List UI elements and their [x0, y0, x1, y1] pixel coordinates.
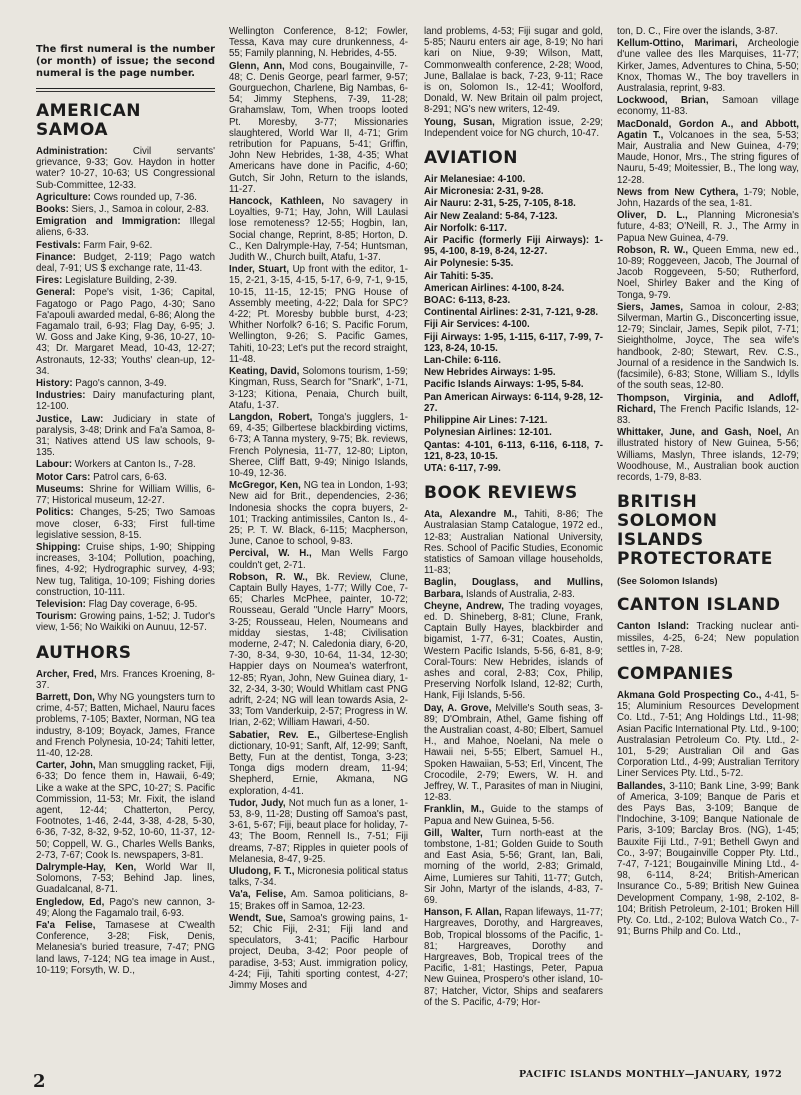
- index-entry: [36, 146, 215, 191]
- airline-entry: Qantas: 4-101, 6-113, 6-116, 6-118, 7-121, 8-23, 10-15.: [424, 439, 603, 462]
- entry-body: Tracking nuclear anti-missiles, 4-25, 6-24; New population settles in, 7-28.: [617, 621, 799, 655]
- entry-head: MacDonald, Gordon A., and Abbott, Agatin T.,: [617, 118, 799, 141]
- entry-body: The trading voyages, ed. D. Shineberg, 8-81; Clune, Frank, Captain Bully Hayes, blackbirder and bigamist, 1-77, 6-31; Coates, Austin, Western Pacific Islands, 5-56, 6-81, 8-9; Coral-Tours: New Hebrides, islands of ashes and coral, 2-83; Cox, Philip, Preserving Norfolk Island, 12-82; Curth, Hank, Fiji Islands, 5-56.: [424, 600, 603, 702]
- entry-head: Industries:: [36, 390, 86, 402]
- airline-entry: Lan-Chile: 6-116.: [424, 355, 501, 367]
- entry-head: Ballandes,: [617, 780, 666, 792]
- entry-head: Politics:: [36, 507, 74, 519]
- index-entry: [36, 542, 215, 598]
- entry-head: Fa'a Felise,: [36, 920, 96, 931]
- entry-body: Tamasese at C'wealth Conference, 3-28; Fisk, Denis, Melanesia's buried treasure, 7-47; PNG land laws, 7-124; NG tea image in Aust., 10-119; Forsyth, W. D.,: [36, 920, 215, 976]
- entry-body: Volcanoes in the sea, 5-53; Mair, Australia and New Guinea, 4-79; Maude, Honor, Mrs., The string figures of Nauru, 5-49; Moitessier, B., The long way, 12-28.: [617, 129, 799, 186]
- entry-body: Pope's visit, 1-36; Capital, Fagatogo or Pago Pago, 4-30; Sano Fa'apouli awarded medal, 6-86; Along the Fagamalo trail, 6-93; Flag Day, 6-95; J. W. Goss and Jake King, 9-36, 10-27, 10-43; Dr. Margaret Mead, 10-43, 12-27; Astronauts, 12-33; Youths' clean-up, 12-34.: [36, 287, 215, 377]
- entry-head: Festivals:: [36, 239, 81, 251]
- index-entry: [229, 61, 408, 195]
- entry-head: Tourism:: [36, 611, 77, 623]
- note-rule-thin: [36, 91, 215, 92]
- entry-body: Changes, 5-25; Two Samoas move closer, 6-33; First full-time legislative session, 8-15.: [36, 507, 215, 541]
- index-entry: [229, 548, 408, 570]
- index-entry: [36, 216, 215, 238]
- entry-head: Motor Cars:: [36, 471, 91, 483]
- entry-head: Oliver, D. L.,: [617, 210, 688, 222]
- section-heading: BRITISH SOLOMON ISLANDS PROTECTORATE: [617, 492, 773, 570]
- index-entry: [36, 692, 215, 759]
- entry-head: Inder, Stuart,: [229, 264, 290, 276]
- entry-head: Engledow, Ed,: [36, 896, 105, 908]
- masthead: PACIFIC ISLANDS MONTHLY—JANUARY, 1972: [519, 1069, 783, 1080]
- index-entry: [617, 781, 799, 938]
- entry-body: Queen Emma, new ed., 10-89; Roggeveen, Jacob, The Journal of Jacob Roggeveen, 5-50; Rutherford, Noel, Shirley Baker and the King of Tonga, 9-79.: [617, 244, 799, 301]
- index-entry: [617, 690, 799, 780]
- airline-entry: American Airlines: 4-100, 8-24.: [424, 282, 565, 294]
- index-entry: [36, 599, 215, 610]
- continued-entry: ton, D. C., Fire over the islands, 3-87.: [617, 26, 778, 37]
- entry-head: Uludong, F. T.,: [229, 866, 295, 878]
- airline-entry: Polynesian Airlines: 12-101.: [424, 427, 552, 439]
- entry-head: Ata, Alexandre M.,: [424, 509, 518, 521]
- entry-head: Labour:: [36, 459, 73, 471]
- see-also-note: (See Solomon Islands): [617, 575, 718, 587]
- index-entry: [229, 889, 408, 911]
- entry-body: Civil servants' grievance, 9-33; Gov. Haydon in hotter water? 10-27, 10-63; US Congressional Sub-Committee, 12-33.: [36, 146, 215, 191]
- entry-head: Franklin, M.,: [424, 804, 485, 816]
- airline-entry: Air Norfolk: 6-117.: [424, 222, 507, 234]
- entry-head: Langdon, Robert,: [229, 411, 313, 423]
- entry-head: Dalrymple-Hay, Ken,: [36, 861, 137, 873]
- airline-entry: BOAC: 6-113, 8-23.: [424, 295, 511, 307]
- index-entry: [229, 480, 408, 547]
- index-entry: [36, 240, 215, 251]
- entry-head: Museums:: [36, 483, 84, 495]
- index-entry: [36, 378, 215, 389]
- entry-head: Percival, W. H.,: [229, 548, 312, 560]
- index-entry: [36, 275, 215, 286]
- entry-body: Rapan lifeways, 11-77; Hargreaves, Dorothy, and Hargreaves, Bob, Tropical blossoms of the Pacific, 1-81; Hargreaves, Dorothy and Hargreaves, Bob, Tropical trees of the Pacific, 1-81; Hastings, Peter, Papua New Guinea, Prospero's other island, 10-87; Hatcher, Victor, Ships and seafarers of the S. Pacific, 4-79; Hor-: [424, 907, 603, 1008]
- airline-entry: Air Micronesia: 2-31, 9-28.: [424, 186, 544, 198]
- index-entry: [36, 252, 215, 274]
- index-entry: [36, 484, 215, 506]
- entry-head: Kellum-Ottino, Marimari,: [617, 38, 738, 50]
- entry-body: Migration issue, 2-29; Independent voice for NG church, 10-47.: [424, 116, 603, 139]
- note-rule: [36, 88, 215, 89]
- entry-body: Patrol cars, 6-63.: [90, 471, 167, 483]
- section-heading: CANTON ISLAND: [617, 595, 781, 616]
- entry-body: Workers at Canton Is., 7-28.: [72, 459, 196, 471]
- entry-body: Melville's South seas, 3-89; D'Ombrain, Athel, Game fishing off the Australian coast, 4-80; Elbert, Samuel H., and Mahoe, Noelani, Na mele o Hawaii nei, 5-55; Elbert, Samuel H., Spoken Hawaiian, 5-53; Erl, Vincent, The Crocodile, 2-79; Ewers, W. H. and Jeffrey, W. T., Parasites of man in Niugini, 12-83.: [424, 702, 603, 804]
- airline-entry: Fiji Airways: 1-95, 1-115, 6-117, 7-99, 7-123, 8-24, 10-15.: [424, 331, 603, 354]
- index-entry: [617, 38, 799, 94]
- page-number: 2: [33, 1071, 46, 1092]
- index-entry: [36, 669, 215, 691]
- index-entry: [424, 703, 603, 804]
- index-entry: [617, 427, 799, 483]
- entry-body: Man Wells Fargo couldn't get, 2-71.: [229, 548, 408, 571]
- entry-head: Lockwood, Brian,: [617, 95, 709, 107]
- index-entry: [424, 907, 603, 1008]
- column-2: [229, 26, 408, 1056]
- entry-head: Television:: [36, 598, 86, 610]
- entry-head: Akmana Gold Prospecting Co.,: [617, 689, 762, 701]
- airline-entry: Air Melanesiae: 4-100.: [424, 174, 526, 186]
- index-entry: [424, 117, 603, 139]
- entry-body: World War II, Solomons, 7-53; Behind Jap. lines, Guadalcanal, 8-71.: [36, 861, 215, 896]
- entry-body: 3-110; Bank Line, 3-99; Bank of America, 3-109; Banque de Paris et des Pays Bas, 3-109; Banque de l'Indochine, 3-109; Banque Nationale de Paris, 3-109; Barclay Bros. (NG), 1-45; Bauxite Fiji Ltd., 7-91; Bethell Gwyn and Co., 3-97; Bougainville Copper Pty. Ltd., 7-47, 7-121; Bougainville Mining Ltd., 4-98, 6-114, 8-24; British-American Insurance Co., 5-89; British New Guinea Development Company, 1-98, 2-102, 8-104; British Petroleum, 2-101; Broken Hill Pty. Co. Ltd., 2-102; Bulova Watch Co., 7-91; Burns Philp and Co. Ltd.,: [617, 780, 799, 938]
- entry-head: Hanson, F. Allan,: [424, 907, 502, 919]
- entry-head: Fires:: [36, 275, 63, 287]
- entry-head: Agriculture:: [36, 191, 91, 203]
- entry-head: Va'a, Felise,: [229, 889, 287, 901]
- entry-body: Shrine for William Willis, 6-77; Historical museum, 12-27.: [36, 483, 215, 507]
- index-note: The first numeral is the number (or month) of issue; the second numeral is the page number.: [36, 44, 215, 79]
- column-3: [424, 26, 603, 1056]
- index-entry: [229, 572, 408, 729]
- entry-body: No savagery in Loyalties, 9-71; Hay, John, Will Laulasi lose remoteness? 12-55; Hogbin, Ian, Social change, Reprint, 8-85; Horton, D. C., Ken Dalrymple-Hay, 7-54; Huntsman, Judith W., Church built, Atafu, 1-37.: [229, 196, 408, 264]
- index-entry: [229, 196, 408, 263]
- entry-head: Archer, Fred,: [36, 668, 97, 680]
- entry-head: Day, A. Grove,: [424, 702, 492, 714]
- entry-body: Up front with the editor, 1-15, 2-21, 3-15, 4-15, 5-17, 6-9, 7-1, 9-15, 10-15, 11-15, 12-15; PNG House of Assembly meeting, 4-22; Dala for SPC? 4-22; Pt. Moresby bubble burst, 4-23; Whither Norfolk? 6-16; S. Pacific Forum, Wellington, 9-26; S. Pacific Games, Tahiti, 10-23; Let's put the record straight, 11-48.: [229, 264, 408, 365]
- entry-body: Judiciary in state of paralysis, 3-48; Drink and Fa'a Samoa, 8-31; Natives attend US law schools, 9-135.: [36, 413, 215, 459]
- entry-head: Carter, John,: [36, 760, 96, 772]
- entry-body: Pago's new cannon, 3-49; Along the Fagamalo trail, 6-93.: [36, 896, 215, 919]
- entry-body: Guide to the stamps of Papua and New Guinea, 5-56.: [424, 804, 603, 827]
- entry-head: Young, Susan,: [424, 116, 495, 128]
- entry-body: Samoan village economy, 11-83.: [617, 95, 799, 118]
- index-entry: [424, 601, 603, 702]
- index-entry: [36, 611, 215, 633]
- index-entry: [229, 866, 408, 888]
- section-heading: AMERICAN SAMOA: [36, 101, 141, 140]
- index-entry: [229, 412, 408, 479]
- airline-entry: Air New Zealand: 5-84, 7-123.: [424, 210, 558, 222]
- entry-body: Solomons tourism, 1-59; Kingman, Russ, Search for "Snark", 1-71, 3-123; Kitiona, Penaia, Church built, Atafu, 1-37.: [229, 366, 408, 411]
- entry-head: Baglin, Douglass, and Mullins, Barbara,: [424, 577, 603, 600]
- index-entry: [229, 913, 408, 991]
- entry-body: Tahiti, 8-86; The Australasian Stamp Catalogue, 1972 ed., 12-83; Australian National University, Res. School of Pacific Studies, Economic statistics of Samoan village households, 11-83;: [424, 509, 603, 577]
- entry-body: Planning Micronesia's future, 4-83; O'Neill, R. J., The Army in Papua New Guinea, 4-79.: [617, 210, 799, 244]
- entry-head: Thompson, Virginia, and Adloff, Richard,: [617, 392, 799, 415]
- entry-body: Micronesia political status talks, 7-34.: [229, 866, 408, 889]
- entry-head: Books:: [36, 204, 69, 216]
- entry-head: Whittaker, June, and Gash, Noel,: [617, 427, 782, 439]
- entry-head: Barrett, Don,: [36, 691, 95, 703]
- continued-entry: land problems, 4-53; Fiji sugar and gold, 5-85; Nauru enters air age, 8-19; No hari kari on Niue, 9-39; Wilson, Matt, Commonwealth conference, 2-28; Wood, June, Ballalae is back, 7-23, 9-11; Race is on, Solomon Is., 12-41; Woolford, Donald, W. New Britain oil palm project, 8-291; NG's new writers, 12-49.: [424, 26, 603, 116]
- index-entry: [36, 390, 215, 412]
- index-entry: [617, 119, 799, 186]
- continued-entry: Wellington Conference, 8-12; Fowler, Tessa, Kava may cure drunkenness, 4-55; Family planning, N. Hebrides, 4-55.: [229, 26, 408, 60]
- entry-head: Sabatier, Rev. E.,: [229, 729, 320, 741]
- entry-body: 1-79; Noble, John, Hazards of the sea, 1-81.: [617, 186, 799, 210]
- page-footer: [0, 1061, 801, 1091]
- index-entry: [36, 204, 215, 215]
- index-entry: [36, 459, 215, 470]
- airline-entry: Pan American Airways: 6-114, 9-28, 12-27.: [424, 391, 603, 414]
- entry-body: Tonga's jugglers, 1-69, 4-35; Gilbertese blackbirding victims, 6-73; A Tanna mystery, 9-75; Bk. reviews, French Polynesia, 11-77, 12-80; Lipton, Sheree, Cliff Batt, 9-49; Ninigo Islands, 10-49, 12-36.: [229, 411, 408, 479]
- entry-body: Why NG youngsters turn to crime, 4-57; Batten, Michael, Nauru faces problems, 7-105; Baxter, Norman, NG tea industry, 8-109; Boyack, James, France and French Polynesia, 10-24; Tahiti letter, 11-40, 12-28.: [36, 691, 215, 759]
- airline-entry: Air Tahiti: 5-35.: [424, 270, 494, 282]
- entry-body: Cruise ships, 1-90; Shipping increases, 3-104; Pollution, poaching, fines, 4-92; Hydrographic survey, 4-93; New tug, Talitiga, 10-109; Fishing dories construction, 10-111.: [36, 541, 215, 598]
- entry-body: Mrs. Frances Kroening, 8-37.: [36, 668, 215, 691]
- entry-head: Canton Island:: [617, 621, 690, 633]
- airline-entry: Pacific Islands Airways: 1-95, 5-84.: [424, 379, 584, 391]
- entry-body: An illustrated history of New Guinea, 5-56; Williams, Maslyn, Three islands, 12-79; Woodhouse, M., Australian book auction records, 1-79, 8-83.: [617, 427, 799, 483]
- entry-head: Robson, R. W.,: [229, 571, 308, 583]
- entry-body: Farm Fair, 9-62.: [80, 239, 153, 251]
- entry-head: Shipping:: [36, 541, 81, 553]
- entry-body: NG tea in London, 1-93; New aid for Brit., dependencies, 2-36; Indonesia shocks the copra buyers, 2-101; Tracking antimissiles, Canton Is., 4-25; P. T. W. Black, 6-115; Macpherson, June, Canoe to school, 9-83.: [229, 480, 408, 548]
- index-entry: [36, 760, 215, 861]
- index-entry: [36, 897, 215, 919]
- entry-head: Gill, Walter,: [424, 827, 483, 839]
- entry-head: News from New Cythera,: [617, 186, 739, 198]
- entry-body: Pago's cannon, 3-49.: [72, 378, 167, 390]
- entry-head: Wendt, Sue,: [229, 912, 286, 924]
- entry-head: Siers, James,: [617, 301, 684, 313]
- entry-body: Turn north-east at the tombstone, 1-81; Golden Guide to South and East Asia, 5-56; Grant, Ian, Bali, morning of the world, 2-83; Grimald, Aime, Lumieres sur Tahiti, 11-77; Gutch, Sir John, Martyr of the islands, 4-83, 7-69.: [424, 827, 603, 907]
- section-heading: COMPANIES: [617, 663, 734, 684]
- entry-head: McGregor, Ken,: [229, 480, 301, 492]
- airline-entry: New Hebrides Airways: 1-95.: [424, 367, 556, 379]
- airline-entry: Air Polynesie: 5-35.: [424, 258, 514, 270]
- entry-body: Man smuggling racket, Fiji, 6-33; Do fence them in, Hawaii, 6-49; Like a wake at the SPC, 10-27; S. Pacific Commission, 11-53; Mr. Fixit, the island agent, 12-44; Chatterton, Percy, Footnotes, 1-46, 2-44, 3-38, 4-28, 5-30, 6-36, 7-32, 8-32, 9-52, 10-60, 11-37, 12-50; Coppell, W. G., Charles Wells Banks, 2-73, 7-67; Cook Is. newspapers, 3-81.: [36, 760, 215, 861]
- entry-head: Administration:: [36, 146, 108, 157]
- entry-head: Finance:: [36, 251, 76, 263]
- entry-body: Siers, J., Samoa in colour, 2-83.: [68, 204, 209, 216]
- entry-head: Hancock, Kathleen,: [229, 196, 324, 208]
- index-entry: [36, 507, 215, 541]
- index-entry: [617, 245, 799, 301]
- entry-body: Islands of Australia, 2-83.: [463, 588, 575, 600]
- index-entry: [617, 210, 799, 244]
- entry-head: Tudor, Judy,: [229, 797, 286, 809]
- index-entry: [229, 730, 408, 797]
- entry-body: Legislature Building, 2-39.: [62, 275, 178, 287]
- airline-entry: Philippine Air Lines: 7-121.: [424, 415, 548, 427]
- column-1: [36, 26, 215, 1056]
- entry-head: Robson, R. W.,: [617, 244, 689, 256]
- index-entry: [229, 264, 408, 365]
- index-entry: [617, 621, 799, 655]
- index-entry: [36, 920, 215, 976]
- index-entry: [229, 798, 408, 865]
- index-entry: [36, 414, 215, 459]
- entry-body: 4-41, 5-15; Aluminium Resources Development Co. Ltd., 7-51; Ang Holdings Ltd., 11-98; Asian Pacific International Pty. Ltd., 9-100; Australasian Petroleum Co. Pty. Ltd., 2-101, 5-29; Australian Oil and Gas Corporation Ltd., 4-99; Australian Territory Liner Services Pty. Ltd., 5-72.: [617, 689, 799, 780]
- entry-body: Gilbertese-English dictionary, 10-91; Sanft, Alf, 12-99; Sanft, Betty, Fun at the dentist, Tonga, 3-23; Tonga digs modern dream, 11-94; Shepherd, Ernie, Akmana, NG exploration, 4-41.: [229, 729, 408, 797]
- section-heading: AUTHORS: [36, 642, 132, 663]
- airline-entry: Air Nauru: 2-31, 5-25, 7-105, 8-18.: [424, 198, 576, 210]
- index-entry: [36, 862, 215, 896]
- section-heading: AVIATION: [424, 148, 518, 169]
- entry-head: Glenn, Ann,: [229, 60, 285, 72]
- entry-body: Cows rounded up, 7-36.: [90, 191, 197, 203]
- airline-entry: Air Pacific (formerly Fiji Airways): 1-95, 4-100, 8-19, 8-24, 12-27.: [424, 235, 603, 258]
- entry-body: Flag Day coverage, 6-95.: [85, 598, 198, 610]
- entry-head: Cheyne, Andrew,: [424, 600, 504, 612]
- index-entry: [36, 287, 215, 377]
- entry-body: Samoa's growing pains, 1-52; Chic Fiji, 2-31; Fiji land and speculators, 3-41; Pacific Harbour project, Deuba, 3-42; Poor people of paradise, 3-53; Aust. immigration policy, 4-24; Fiji, Tahiti sporting contest, 4-27; Jimmy Moses and: [229, 912, 408, 992]
- section-heading: BOOK REVIEWS: [424, 483, 578, 504]
- entry-body: Illegal aliens, 6-33.: [36, 216, 215, 239]
- entry-head: Keating, David,: [229, 366, 300, 378]
- entry-body: Mod cons, Bougainville, 7-48; C. Denis George, pearl farmer, 9-57; Gourguechon, Charlene, Big Nambas, 6-54; Jimmy Stephens, 7-39, 11-28; Grahamslaw, Tom, When troops looted Pt. Moresby, 3-77; Missionaries slaughtered, World War II, 4-71; Grim retribution for Papuans, 5-41; Griffin, John New Hebrides, 1-38, 4-35; What Americans have done in Pacific, 4-60; Gutch, Sir John, Return to the islands, 11-27.: [229, 60, 408, 195]
- entry-head: General:: [36, 287, 76, 299]
- index-entry: [617, 95, 799, 117]
- index-entry: [36, 192, 215, 203]
- entry-body: Am. Samoa politicians, 8-15; Brakes off in Samoa, 12-23.: [229, 889, 408, 912]
- entry-head: History:: [36, 378, 73, 390]
- airline-entry: Fiji Air Services: 4-100.: [424, 319, 530, 331]
- index-entry: [424, 577, 603, 599]
- entry-body: The French Pacific Islands, 12-83.: [617, 403, 799, 426]
- index-entry: [617, 187, 799, 209]
- airline-entry: Continental Airlines: 2-31, 7-121, 9-28.: [424, 307, 599, 319]
- airline-entry: UTA: 6-117, 7-99.: [424, 462, 501, 474]
- entry-head: Emigration and Immigration:: [36, 216, 181, 228]
- index-entry: [424, 804, 603, 826]
- index-entry: [229, 366, 408, 411]
- entry-body: Bk. Review, Clune, Captain Bully Hayes, 1-77; Willy Coe, 7-65; Charles McPhee, painter, 10-72; Rousseau, Gerald "Uncle Harry" Moors, 3-25; Rousseau, Helen, Noumeans and midday siestas, 1-48; Civilisation moderne, 2-47; N. Caledonia diary, 6-20, 7-30, 8-34, 9-30, 10-64, 11-34, 12-30; Happier days on Noumea's waterfront, 12-85; Ryan, John, New Guinea diary, 1-32, 2-34, 3-30; Would Whitlam cast PNG adrift, 2-24; NG will lean towards Asia, 2-33; Tom Vanderkuip, 2-57; Progress in W. Irian, 2-62; William Hawari, 4-50.: [229, 571, 408, 729]
- entry-body: Dairy manufacturing plant, 12-100.: [36, 390, 215, 413]
- index-entry: [617, 393, 799, 427]
- column-4: [617, 26, 799, 1056]
- entry-body: Not much fun as a loner, 1-53, 8-9, 11-28; Dusting off Samoa's past, 3-61, 5-67; Fiji, beaut place for holiday, 7-43; The Boom, Rennell Is., 7-51; Fiji dreams, 7-87; Ripples in quieter pools of Melanesia, 8-47, 9-25.: [229, 797, 408, 865]
- index-entry: [424, 828, 603, 906]
- entry-body: Archeologie d'une vallee des Iles Marquises, 11-77; Kirker, James, Adventures to China, 5-50; Knox, Thomas W., The boy travellers in Australasia, reprint, 9-83.: [617, 38, 799, 95]
- index-entry: [617, 302, 799, 392]
- entry-body: Samoa in colour, 2-83; Silverman, Martin G., Disconcerting issue, 12-79; Sinclair, James, Sepik pilot, 7-71; Sieightholme, Joyce, The sea wife's handbook, 2-80; Stewart, Rev. C.S., Journal of a residence in the Sandwich Is. (facsimile), 6-83; Stone, William S., Idylls of the south seas, 12-80.: [617, 301, 799, 392]
- index-entry: [424, 509, 603, 576]
- entry-body: Budget, 2-119; Pago watch deal, 7-91; US $ exchange rate, 11-43.: [36, 251, 215, 275]
- index-entry: [36, 472, 215, 483]
- entry-body: Growing pains, 1-52; J. Tudor's view, 1-56; No Waikiki on Aunuu, 12-57.: [36, 611, 215, 634]
- entry-head: Justice, Law:: [36, 413, 104, 425]
